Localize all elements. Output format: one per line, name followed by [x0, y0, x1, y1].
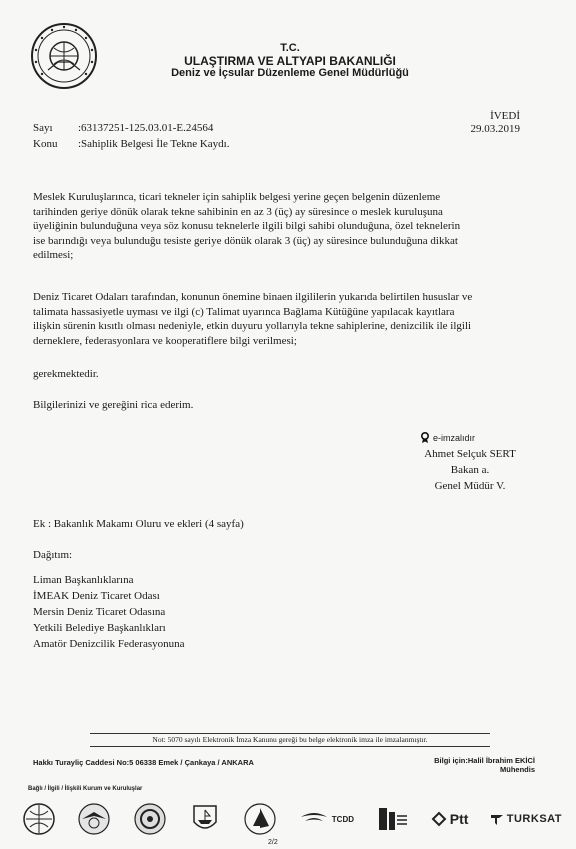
affiliate-wing-icon [77, 802, 111, 836]
paragraph-line: derneklere, federasyonlara ve kooperatiflere bilgi verilmesi; [33, 334, 297, 347]
distribution-label: Dağıtım: [33, 549, 73, 561]
e-signature-label: e-imzalıdır [433, 433, 476, 443]
affiliate-sail-icon [243, 802, 277, 836]
ptt-logo [431, 811, 469, 827]
paragraph-3: gerekmektedir. [33, 368, 99, 380]
footer-rule-bottom [90, 746, 490, 747]
sayi-label: Sayı [33, 122, 53, 134]
konu-value: :Sahiplik Belgesi İle Tekne Kaydı. [78, 138, 230, 150]
affiliates-logos [22, 800, 562, 838]
paragraph-line: Meslek Kuruluşlarınca, ticari tekneler için sahiplik belgesi yerine geçen belgenin düzenleme [33, 191, 441, 203]
header-tc: T.C. [280, 42, 300, 54]
attachment-line: Ek : Bakanlık Makamı Oluru ve ekleri (4 sayfa) [33, 518, 244, 530]
footer-address: Hakkı Turayliç Caddesi No:5 06338 Emek / Çankaya / ANKARA [33, 758, 254, 767]
distribution-item: Amatör Denizcilik Federasyonuna [33, 638, 185, 650]
paragraph-line: tarihinden geriye dönük olarak tekne sahibinin en az 3 (üç) ay süresince o meslek kuruluşuna [33, 205, 443, 218]
header-ministry: ULAŞTIRMA VE ALTYAPI BAKANLIĞI [184, 54, 396, 68]
paragraph-2 [33, 290, 525, 348]
urgency-label: İVEDİ [490, 110, 520, 122]
ptt-icon [431, 811, 447, 827]
footer-info-title: Mühendis [500, 765, 535, 774]
signer-title-2: Genel Müdür V. [434, 480, 506, 492]
ptt-label: Ptt [449, 811, 469, 827]
signer-name: Ahmet Selçuk SERT [424, 448, 516, 460]
e-signature-icon [420, 432, 430, 444]
document-date: 29.03.2019 [470, 123, 520, 135]
e-signature [420, 432, 475, 444]
turksat-logo [490, 812, 562, 826]
distribution-item: İMEAK Deniz Ticaret Odası [33, 590, 160, 602]
distribution-item: Yetkili Belediye Başkanlıkları [33, 622, 166, 634]
signer-title-1: Bakan a. [450, 464, 490, 476]
distribution-item: Mersin Deniz Ticaret Odasına [33, 606, 166, 618]
paragraph-line: üyeliğinin bulunduğuna veya söz konusu teknelerle ilgili bilgi sahibi olunduğuna, özel teknelerin [33, 220, 461, 232]
paragraph-line: edilmesi; [33, 249, 74, 261]
turksat-label: TURKSAT [506, 813, 562, 825]
affiliate-building-icon [375, 802, 409, 836]
paragraph-line: talimata hassasiyetle uyması ve ilgi (c) Talimat uyarınca Bağlama Kütüğüne yapılacak kayıtlara [33, 305, 455, 318]
tcdd-logo [299, 809, 354, 829]
affiliate-ship-icon [188, 802, 222, 836]
footer-rule-top [90, 733, 490, 734]
affiliate-emblem-icon [133, 802, 167, 836]
affiliate-globe-icon [22, 802, 56, 836]
paragraph-1 [33, 190, 525, 263]
paragraph-line: ilişkin sürenin kısıtlı olması nedeniyle, etkin duyuru yollarıyla tekne sahiplerine, denizcilik ile ilgili [33, 320, 472, 332]
distribution-item: Liman Başkanlıklarına [33, 574, 134, 586]
affiliates-label: Bağlı / İlgili / İlişkili Kurum ve Kuruluşlar [28, 786, 143, 792]
turksat-icon [490, 812, 504, 826]
tcdd-wings-icon [299, 809, 329, 829]
paragraph-line: ise barındığı veya bulunduğu tesiste geriye dönük olarak 3 (üç) ay süresince bulunduğuna dikkat [33, 234, 458, 247]
tcdd-label: TCDD [331, 814, 355, 824]
page-number: 2/2 [268, 839, 278, 846]
header-directorate: Deniz ve İçsular Düzenleme Genel Müdürlüğü [171, 67, 409, 79]
paragraph-line: Deniz Ticaret Odaları tarafından, konunun önemine binaen ilgililerin yukarıda belirtilen hususlar ve [33, 291, 473, 303]
footer-note: Not: 5070 sayılı Elektronik İmza Kanunu gereği bu belge elektronik imza ile imzalanmıştır. [152, 735, 428, 744]
ministry-seal-icon [30, 22, 98, 90]
sayi-value: :63137251-125.03.01-E.24564 [78, 122, 214, 134]
distribution-list [33, 572, 185, 652]
paragraph-4: Bilgilerinizi ve gereğini rica ederim. [33, 399, 194, 411]
konu-label: Konu [33, 138, 58, 150]
footer-info: Bilgi için:Halil İbrahim EKİCİ [434, 756, 535, 765]
